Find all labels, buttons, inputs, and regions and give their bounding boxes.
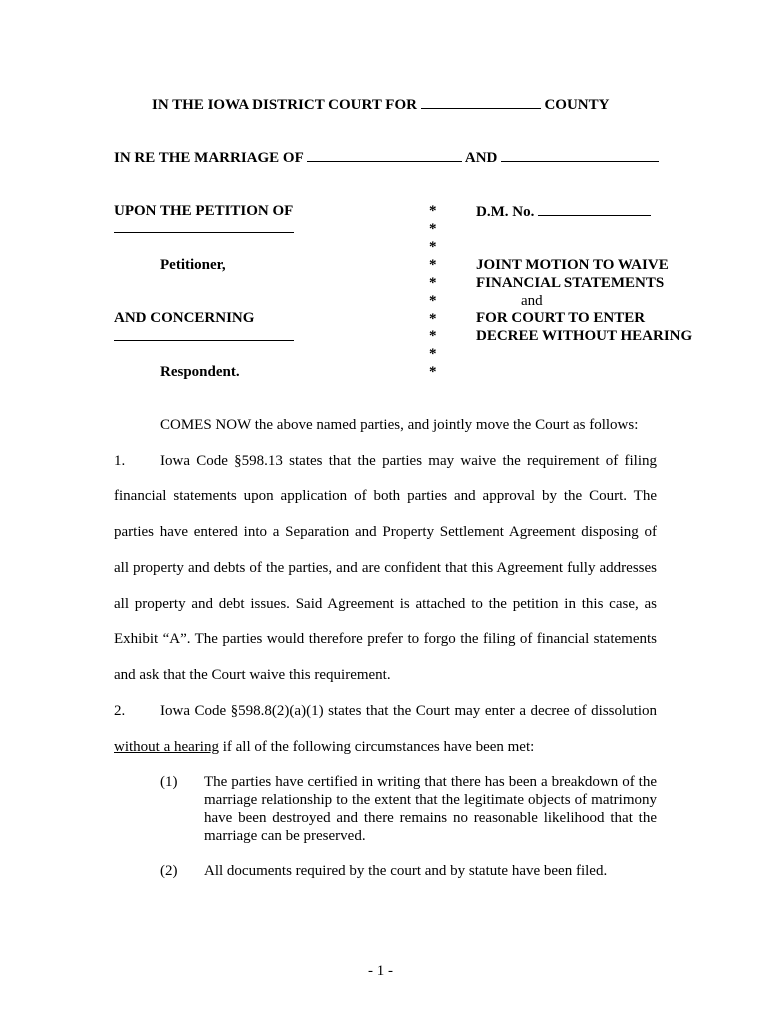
item-1-text: The parties have certified in writing that there has been a breakdown of the marriage relationship to the extent that the legitimate objects of matrimony have been destroyed and there remains no reasonable likelihood that the marriage can be preserved.	[204, 774, 657, 844]
item-2-number: (2)	[160, 863, 178, 879]
paragraph-1-line: Exhibit “A”. The parties would therefore prefer to forgo the filing of financial statements	[114, 631, 657, 647]
paragraph-2-rest: if all of the following circumstances have been met:	[218, 739, 535, 755]
caption-star: *	[429, 311, 437, 327]
motion-title-line4: FOR COURT TO ENTER	[476, 310, 646, 326]
page-number: - 1 -	[368, 963, 393, 979]
paragraph-1-line: all property and debt issues. Said Agreement is attached to the petition in this case, as	[114, 596, 657, 612]
paragraph-2-line: Iowa Code §598.8(2)(a)(1) states that the Court may enter a decree of dissolution	[160, 703, 657, 719]
motion-title-line5: DECREE WITHOUT HEARING	[476, 328, 693, 344]
respondent-name-blank[interactable]	[114, 340, 294, 341]
petitioner-label: Petitioner,	[160, 257, 226, 273]
and-concerning-label: AND CONCERNING	[114, 310, 255, 326]
paragraph-1-line: parties have entered into a Separation and Property Settlement Agreement disposing of	[114, 524, 657, 540]
motion-title-line1: JOINT MOTION TO WAIVE	[476, 257, 669, 273]
paragraph-1-number: 1.	[114, 453, 126, 469]
paragraph-1-line: financial statements upon application of both parties and approval by the Court. The	[114, 488, 657, 504]
paragraph-1-line: all property and debts of the parties, and are confident that this Agreement fully addresses	[114, 560, 657, 576]
caption-star: *	[429, 328, 437, 344]
and-label: AND	[464, 150, 498, 166]
marriage-line	[114, 148, 659, 167]
caption-star: *	[429, 364, 437, 380]
party1-blank[interactable]	[307, 148, 462, 162]
caption-star: *	[429, 346, 437, 362]
intro-paragraph: COMES NOW the above named parties, and jointly move the Court as follows:	[160, 417, 639, 433]
motion-title-line2: FINANCIAL STATEMENTS	[476, 275, 665, 291]
paragraph-1-line: and ask that the Court waive this requirement.	[114, 667, 391, 683]
petitioner-name-blank[interactable]	[114, 232, 294, 233]
motion-title-line3: and	[521, 293, 543, 309]
caption-star: *	[429, 257, 437, 273]
paragraph-1-line: Iowa Code §598.13 states that the parties may waive the requirement of filing	[160, 453, 657, 469]
paragraph-2-line	[114, 738, 534, 756]
county-blank[interactable]	[421, 95, 541, 109]
paragraph-2-number: 2.	[114, 703, 126, 719]
dm-number-blank[interactable]	[538, 202, 651, 216]
respondent-label: Respondent.	[160, 364, 240, 380]
court-prefix: IN THE IOWA DISTRICT COURT FOR	[152, 97, 417, 113]
caption-star: *	[429, 275, 437, 291]
caption-star: *	[429, 203, 437, 219]
caption-star: *	[429, 293, 437, 309]
caption-star: *	[429, 239, 437, 255]
dm-number-line	[476, 202, 651, 221]
county-label: COUNTY	[544, 97, 610, 113]
party2-blank[interactable]	[501, 148, 659, 162]
court-heading	[152, 95, 609, 114]
item-1-number: (1)	[160, 774, 178, 790]
dm-number-label: D.M. No.	[476, 204, 535, 220]
marriage-of-label: IN RE THE MARRIAGE OF	[114, 150, 304, 166]
item-2-text: All documents required by the court and by statute have been filed.	[204, 863, 608, 879]
caption-star: *	[429, 221, 437, 237]
upon-petition-label: UPON THE PETITION OF	[114, 203, 294, 219]
without-hearing-text: without a hearing	[114, 739, 219, 755]
